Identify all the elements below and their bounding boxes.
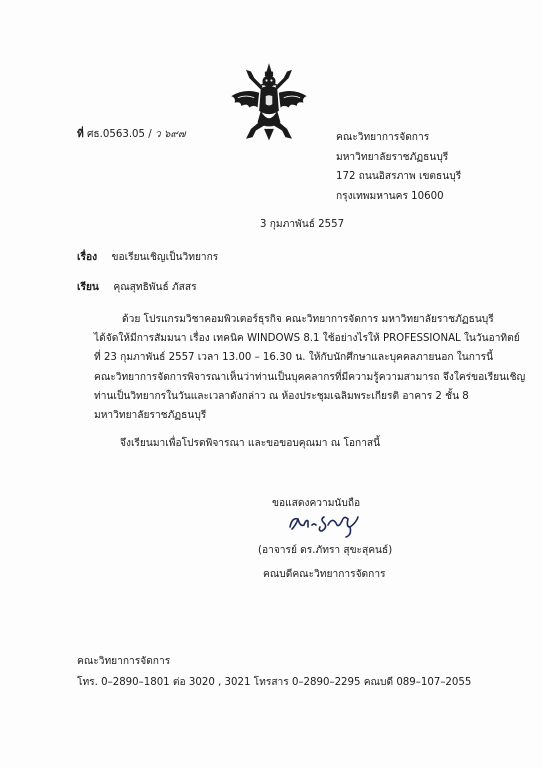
subject-label: เรื่อง: [77, 252, 98, 263]
footer-organization: คณะวิทยาการจัดการ: [77, 656, 171, 667]
regards-text: ขอแสดงความนับถือ: [272, 498, 361, 509]
handwritten-signature: [284, 505, 374, 541]
recipient-label: เรียน: [77, 282, 99, 293]
body-paragraph: [94, 310, 526, 425]
reference-number: ศธ.0563.05 /: [86, 129, 152, 140]
body-line: ที่ 23 กุมภาพันธ์ 2557 เวลา 13.00 – 16.30 น. ให้กับนักศึกษาและบุคคลภายนอก ในการนี้: [94, 352, 494, 364]
reference-handwritten-number: ว ๖๙๗: [154, 129, 186, 140]
subject-text: ขอเรียนเชิญเป็นวิทยากร: [111, 252, 219, 263]
sender-address-line: คณะวิทยาการจัดการ: [336, 132, 430, 143]
garuda-emblem-icon: [228, 60, 310, 142]
recipient-line: [77, 281, 197, 295]
letter-date: 3 กุมภาพันธ์ 2557: [260, 219, 345, 230]
signer-name: (อาจารย์ ดร.ภัทรา สุขะสุคนธ์): [258, 545, 393, 556]
subject-line: [77, 251, 218, 265]
recipient-name: คุณสุทธิพันธ์ ภัสสร: [113, 282, 197, 293]
reference-line: [77, 128, 186, 142]
sender-address-line: มหาวิทยาลัยราชภัฏธนบุรี: [336, 151, 449, 163]
body-line: ได้จัดให้มีการสัมมนา เรื่อง เทคนิค WINDOWS 8.1 ใช้อย่างไรให้ PROFESSIONAL ในวันอาทิตย์: [94, 333, 520, 345]
footer-contact: โทร. 0–2890–1801 ต่อ 3020 , 3021 โทรสาร 0–2890–2295 คณบดี 089–107–2055: [77, 677, 472, 688]
body-line: คณะวิทยาการจัดการพิจารณาเห็นว่าท่านเป็นบุคคลากรที่มีความรู้ความสามารถ จึงใคร่ขอเรียนเชิญ: [94, 371, 526, 383]
body-line: มหาวิทยาลัยราชภัฏธนบุรี: [94, 410, 207, 422]
sender-address-line: กรุงเทพมหานคร 10600: [336, 190, 444, 202]
reference-prefix: ที่: [77, 129, 84, 140]
body-line: ท่านเป็นวิทยากรในวันและเวลาดังกล่าว ณ ห้องประชุมเฉลิมพระเกียรติ อาคาร 2 ชั้น 8: [94, 390, 469, 402]
signer-title: คณบดีคณะวิทยาการจัดการ: [263, 569, 386, 580]
body-line: ด้วย โปรแกรมวิชาคอมพิวเตอร์ธุรกิจ คณะวิทยาการจัดการ มหาวิทยาลัยราชภัฏธนบุรี: [122, 314, 494, 325]
sender-address-line: 172 ถนนอิสรภาพ เขตธนบุรี: [336, 171, 462, 182]
sender-address: [336, 128, 461, 206]
closing-paragraph: จึงเรียนมาเพื่อโปรดพิจารณา และขอขอบคุณมา ณ โอกาสนี้: [120, 438, 381, 449]
